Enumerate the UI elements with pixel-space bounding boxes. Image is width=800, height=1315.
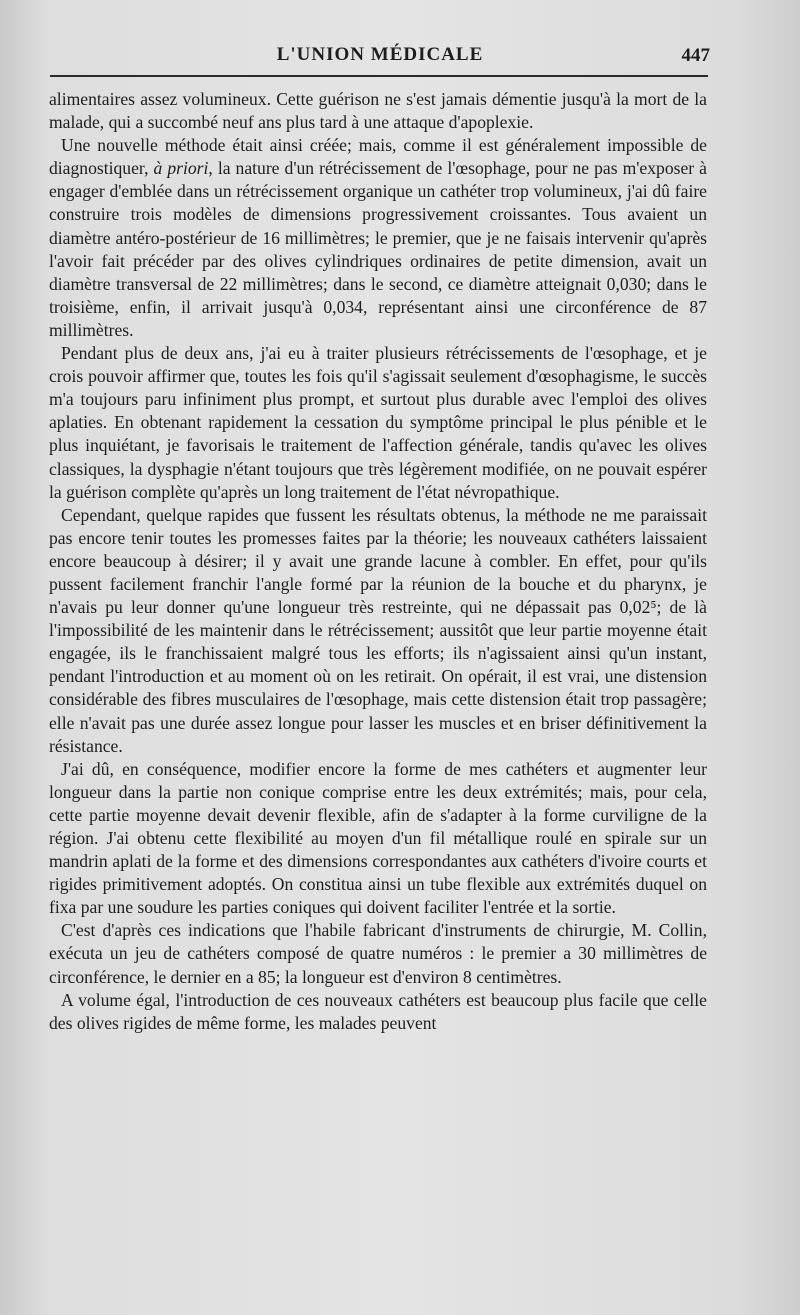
paragraph-3: Pendant plus de deux ans, j'ai eu à traiter plusieurs rétrécissements de l'œsophage, et je crois pouvoir affirmer que, toutes les fois qu'il s'agissait seulement d'œsophagisme, le succès m'a toujours paru infiniment plus prompt, et surtout plus durable avec l'emploi des olives aplaties. En obtenant rapidement la cessation du symptôme principal le plus pénible et le plus inquiétant, je favorisais le traitement de l'affection générale, tandis qu'avec les olives classiques, la dysphagie n'étant toujours que très légèrement modifiée, on ne pouvait espérer la guérison complète qu'après un long traitement de l'état névropathique. [49, 343, 707, 502]
paragraph-7: A volume égal, l'introduction de ces nouveaux cathéters est beaucoup plus facile que celle des olives rigides de même forme, les malades peuvent [49, 989, 707, 1033]
page-number: 447 [681, 45, 710, 66]
paragraph-6: C'est d'après ces indications que l'habile fabricant d'instruments de chirurgie, M. Collin, exécuta un jeu de cathéters composé de quatre numéros : le premier a 30 millimètres de circonférence, le dernier en a 85; la longueur est d'environ 8 centimètres. [49, 920, 707, 987]
paragraph-4: Cependant, quelque rapides que fussent les résultats obtenus, la méthode ne me paraissait pas encore tenir toutes les promesses faites par la théorie; les nouveaux cathéters laissaient encore beaucoup à désirer; il y avait une grande lacune à combler. En effet, pour qu'ils pussent facilement franchir l'angle formé par la réunion de la bouche et du pharynx, je n'avais pu leur donner qu'une longueur très restreinte, qui ne dépassait pas 0,02⁵; de là l'impossibilité de les maintenir dans le rétrécissement; aussitôt que leur partie moyenne était engagée, ils le franchissaient malgré tous les efforts; ils n'agissaient ainsi qu'un instant, pendant l'introduction et au moment où on les retirait. On opérait, il est vrai, une distension considérable des fibres musculaires de l'œsophage, mais cette distension était trop passagère; elle n'avait pas une durée assez longue pour lasser les muscles et en briser définitivement la résistance. [49, 504, 707, 756]
page-header [50, 44, 710, 74]
header-rule [50, 75, 708, 77]
paragraph-2-part-2: , la nature d'un rétrécissement de l'œsophage, pour ne pas m'exposer à engager d'emblée dans un rétrécissement organique un cathéter trop volumineux, j'ai dû faire construire trois modèles de dimensions progressivement croissantes. Tous avaient un diamètre antéro-postérieur de 16 millimètres; le premier, que je ne faisais intervenir qu'après l'avoir fait précéder par des olives cylindriques ordinaires de petite dimension, avait un diamètre transversal de 22 millimètres; dans le second, ce diamètre atteignait 0,030; dans le troisième, enfin, il arrivait jusqu'à 0,034, représentant ainsi une circonférence de 87 millimètres. [49, 158, 707, 340]
body-text [49, 88, 707, 1035]
paragraph-2 [49, 134, 707, 342]
paragraph-1: alimentaires assez volumineux. Cette guérison ne s'est jamais démentie jusqu'à la mort de la malade, qui a succombé neuf ans plus tard à une attaque d'apoplexie. [49, 89, 707, 133]
paragraph-2-italic: à priori [153, 158, 209, 179]
running-title: L'UNION MÉDICALE [276, 44, 484, 65]
paragraph-2-part-1: Une nouvelle méthode était ainsi créée; mais, comme il est généralement impossible de diagnostiquer, [49, 135, 707, 179]
paragraph-5: J'ai dû, en conséquence, modifier encore la forme de mes cathéters et augmenter leur longueur dans la partie non conique comprise entre les deux extrémités; mais, pour cela, cette partie moyenne devait devenir flexible, afin de s'adapter à la forme curviligne de la région. J'ai obtenu cette flexibilité au moyen d'un fil métallique roulé en spirale sur un mandrin aplati de la forme et des dimensions correspondantes aux cathéters d'ivoire courts et rigides primitivement adoptés. On constitua ainsi un tube flexible aux extrémités duquel on fixa par une soudure les parties coniques qui doivent faciliter l'entrée et la sortie. [49, 758, 707, 918]
